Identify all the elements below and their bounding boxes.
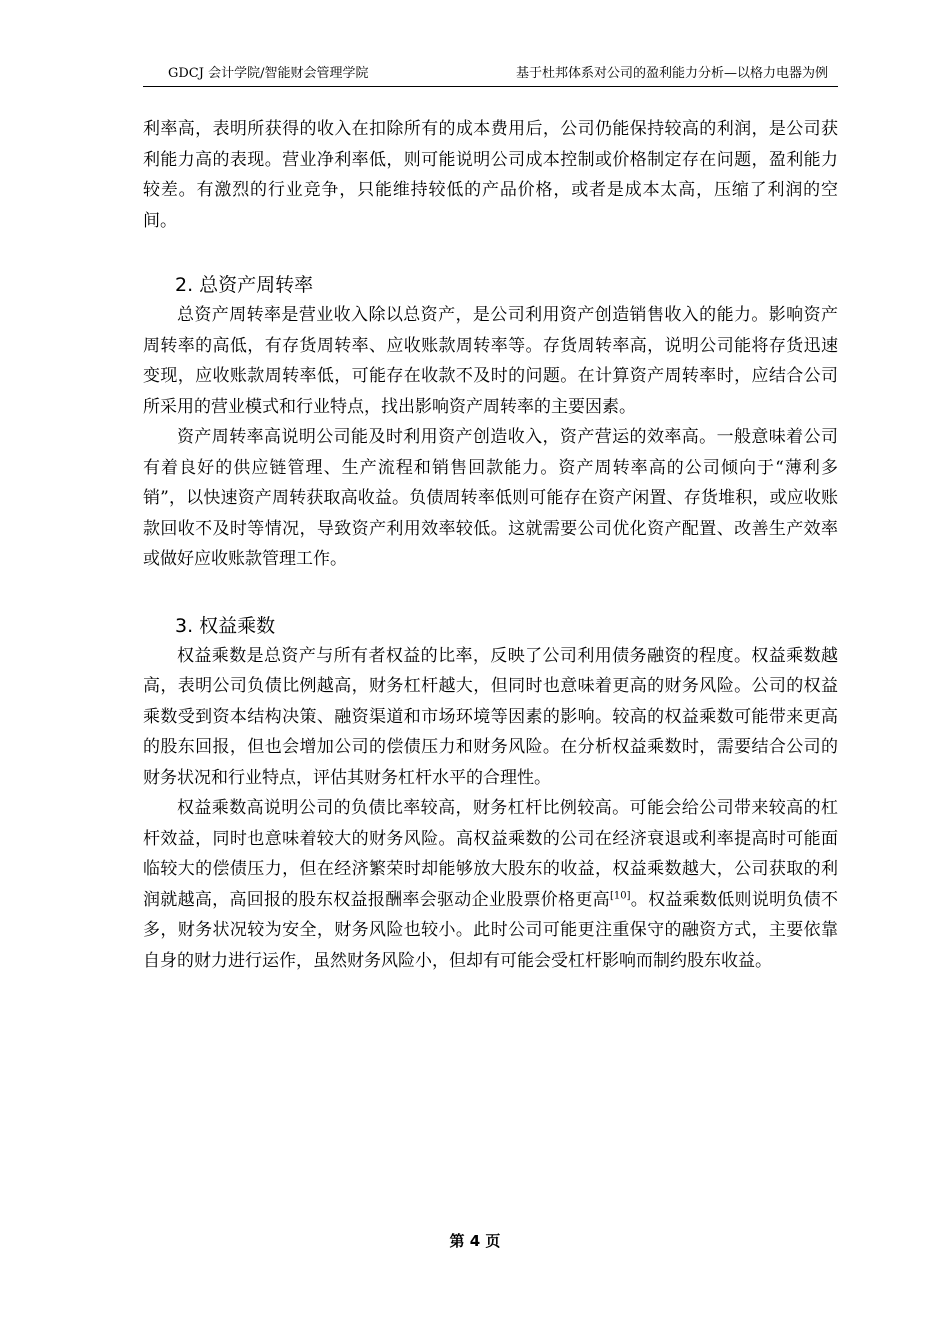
header-institution: GDCJ 会计学院/智能财会管理学院 — [168, 66, 369, 81]
paragraph-text: 。权益乘数低则说明负债不多，财务状况较为安全，财务风险也较小。此时公司可能更注重保守的融资方式，主要依靠自身的财力进行运作，虽然财务风险小，但却有可能会受杠杆影响而制约股东收益。 — [143, 889, 839, 971]
paragraph: 资产周转率高说明公司能及时利用资产创造收入，资产营运的效率高。一般意味着公司有着良好的供应链管理、生产流程和销售回款能力。资产周转率高的公司倾向于“薄利多销”，以快速资产周转获取高收益。负债周转率低则可能存在资产闲置、存货堆积，或应收账款回收不及时等情况，导致资产利用效率较低。这就需要公司优化资产配置、改善生产效率或做好应收账款管理工作。 — [143, 427, 838, 569]
citation-reference: [10] — [609, 889, 631, 901]
section-heading-equity-multiplier: 3. 权益乘数 — [175, 614, 276, 637]
page-header — [143, 64, 838, 87]
paragraph: 总资产周转率是营业收入除以总资产，是公司利用资产创造销售收入的能力。影响资产周转率的高低，有存货周转率、应收账款周转率等。存货周转率高，说明公司能将存货迅速变现，应收账款周转率低，可能存在收款不及时的问题。在计算资产周转率时，应结合公司所采用的营业模式和行业特点，找出影响资产周转率的主要因素。 — [143, 305, 838, 417]
paragraph: 权益乘数是总资产与所有者权益的比率，反映了公司利用债务融资的程度。权益乘数越高，表明公司负债比例越高，财务杠杆越大，但同时也意味着更高的财务风险。公司的权益乘数受到资本结构决策、融资渠道和市场环境等因素的影响。较高的权益乘数可能带来更高的股东回报，但也会增加公司的偿债压力和财务风险。在分析权益乘数时，需要结合公司的财务状况和行业特点，评估其财务杠杆水平的合理性。 — [143, 645, 838, 788]
section-heading-total-asset-turnover: 2. 总资产周转率 — [175, 274, 314, 296]
paragraph — [143, 793, 838, 976]
paragraph-text: 权益乘数高说明公司的负债比率较高，财务杠杆比例较高。可能会给公司带来较高的杠杆效益，同时也意味着较大的财务风险。高权益乘数的公司在经济衰退或利率提高时可能面临较大的偿债压力，但在经济繁荣时却能够放大股东的收益，权益乘数越大，公司获取的利润就越高，高回报的股东权益报酬率会驱动企业股票价格更高 — [143, 798, 838, 910]
page-number: 第 4 页 — [449, 1232, 501, 1250]
header-thesis-title: 基于杜邦体系对公司的盈利能力分析—以格力电器为例 — [515, 66, 828, 81]
page-content — [143, 114, 838, 976]
paragraph-continued: 利率高，表明所获得的收入在扣除所有的成本费用后，公司仍能保持较高的利润，是公司获利能力高的表现。营业净利率低，则可能说明公司成本控制或价格制定存在问题，盈利能力较差。有激烈的行业竞争，只能维持较低的产品价格，或者是成本太高，压缩了利润的空间。 — [143, 119, 838, 231]
